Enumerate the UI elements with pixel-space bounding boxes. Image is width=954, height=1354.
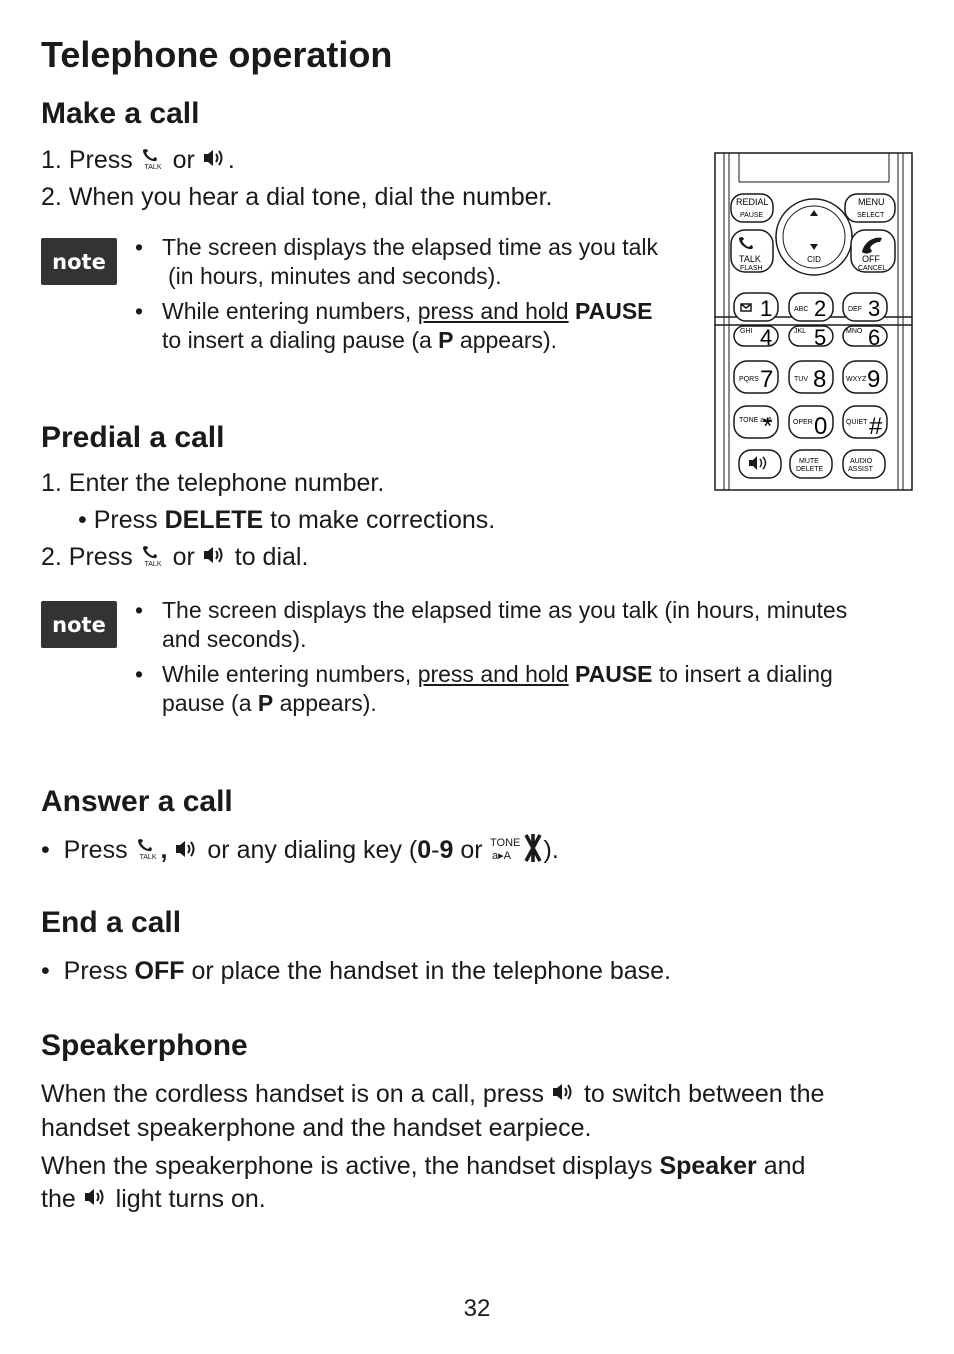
speaker-icon <box>202 146 228 176</box>
svg-text:JKL: JKL <box>794 328 807 335</box>
svg-text:MENU: MENU <box>858 197 885 207</box>
svg-text:CID: CID <box>807 255 821 264</box>
svg-text:PAUSE: PAUSE <box>740 212 764 219</box>
svg-text:4: 4 <box>760 325 773 350</box>
talk-icon <box>140 146 166 177</box>
bullet-dot: • <box>135 234 144 260</box>
svg-text:MNO: MNO <box>846 328 863 335</box>
svg-text:#: # <box>869 413 883 440</box>
svg-text:OPER: OPER <box>793 419 813 426</box>
svg-text:TONE a▸A: TONE a▸A <box>739 417 773 424</box>
end-heading: End a call <box>41 906 182 939</box>
make-call-step-1: 1. Press TALK or . <box>41 145 235 177</box>
svg-text:6: 6 <box>868 325 881 350</box>
answer-bullet: • Press TALK , or any dialing key (0-9 or TONE a▸A ). <box>41 833 559 870</box>
make-call-heading: Make a call <box>41 97 200 130</box>
speaker-icon <box>202 543 228 573</box>
svg-text:TALK: TALK <box>739 254 761 264</box>
predial-step-1: 1. Enter the telephone number. <box>41 469 385 497</box>
svg-text:TUV: TUV <box>794 376 808 383</box>
note-badge-1: note <box>41 238 117 285</box>
bullet-dot: • <box>135 661 144 687</box>
svg-text:5: 5 <box>814 325 827 350</box>
speakerphone-heading: Speakerphone <box>41 1029 248 1062</box>
bullet-dot: • <box>135 597 144 623</box>
handset-keypad-illustration <box>714 152 914 497</box>
note-2-item-2: While entering numbers, press and hold PAUSE to insert a dialing pause (a P appears). <box>162 661 833 716</box>
predial-heading: Predial a call <box>41 421 225 454</box>
svg-text:FLASH: FLASH <box>740 265 763 272</box>
svg-text:MUTE: MUTE <box>799 458 819 465</box>
svg-text:ASSIST: ASSIST <box>848 466 873 473</box>
svg-text:1: 1 <box>760 296 773 321</box>
svg-text:PQRS: PQRS <box>739 376 759 383</box>
svg-text:8: 8 <box>813 366 827 393</box>
end-bullet: • Press OFF or place the handset in the telephone base. <box>41 957 672 985</box>
svg-text:a▸A: a▸A <box>491 850 511 862</box>
svg-text:GHI: GHI <box>740 328 753 335</box>
svg-text:9: 9 <box>867 366 881 393</box>
page-number: 32 <box>463 1295 491 1322</box>
page-title: Telephone operation <box>41 34 393 75</box>
note-2-item-1: The screen displays the elapsed time as you talk (in hours, minutes and seconds). <box>162 597 848 652</box>
svg-text:7: 7 <box>760 366 774 393</box>
svg-text:SELECT: SELECT <box>857 212 885 219</box>
svg-text:CANCEL: CANCEL <box>858 265 887 272</box>
svg-text:2: 2 <box>814 296 827 321</box>
note-1-item-2: While entering numbers, press and hold PAUSE to insert a dialing pause (a P appears). <box>162 298 653 353</box>
speakerphone-paragraph-1: When the cordless handset is on a call, press to switch between the handset speakerphone and the handset earpiece. <box>41 1080 825 1142</box>
svg-text:DELETE: DELETE <box>796 466 824 473</box>
make-call-step-2: 2. When you hear a dial tone, dial the number. <box>41 183 553 211</box>
svg-text:AUDIO: AUDIO <box>850 458 873 465</box>
svg-text:TALK: TALK <box>144 163 162 170</box>
speaker-icon <box>174 837 200 867</box>
svg-text:3: 3 <box>868 296 881 321</box>
svg-text:0: 0 <box>814 413 828 440</box>
svg-text:OFF: OFF <box>862 254 880 264</box>
speakerphone-paragraph-2: When the speakerphone is active, the handset displays Speaker and the light turns on. <box>41 1150 805 1217</box>
svg-text:WXYZ: WXYZ <box>846 376 867 383</box>
predial-substep: • Press DELETE to make corrections. <box>78 506 496 534</box>
svg-text:TALK: TALK <box>144 560 162 567</box>
svg-text:TONE: TONE <box>489 837 520 849</box>
note-badge-2: note <box>41 601 117 648</box>
svg-text:ABC: ABC <box>794 306 809 313</box>
tone-star-icon <box>490 833 544 870</box>
svg-text:TALK: TALK <box>139 854 157 860</box>
answer-heading: Answer a call <box>41 785 233 818</box>
talk-icon <box>135 836 161 867</box>
svg-text:DEF: DEF <box>848 306 862 313</box>
predial-step-2: 2. Press TALK or to dial. <box>41 542 308 574</box>
svg-text:*: * <box>763 413 773 440</box>
speaker-icon <box>551 1079 577 1112</box>
bullet-dot: • <box>135 298 144 324</box>
svg-text:REDIAL: REDIAL <box>736 197 769 207</box>
note-1-item-1: The screen displays the elapsed time as you talk (in hours, minutes and seconds). <box>162 234 659 289</box>
speaker-icon <box>83 1184 109 1217</box>
talk-icon <box>140 543 166 574</box>
svg-text:QUIET: QUIET <box>846 419 868 426</box>
